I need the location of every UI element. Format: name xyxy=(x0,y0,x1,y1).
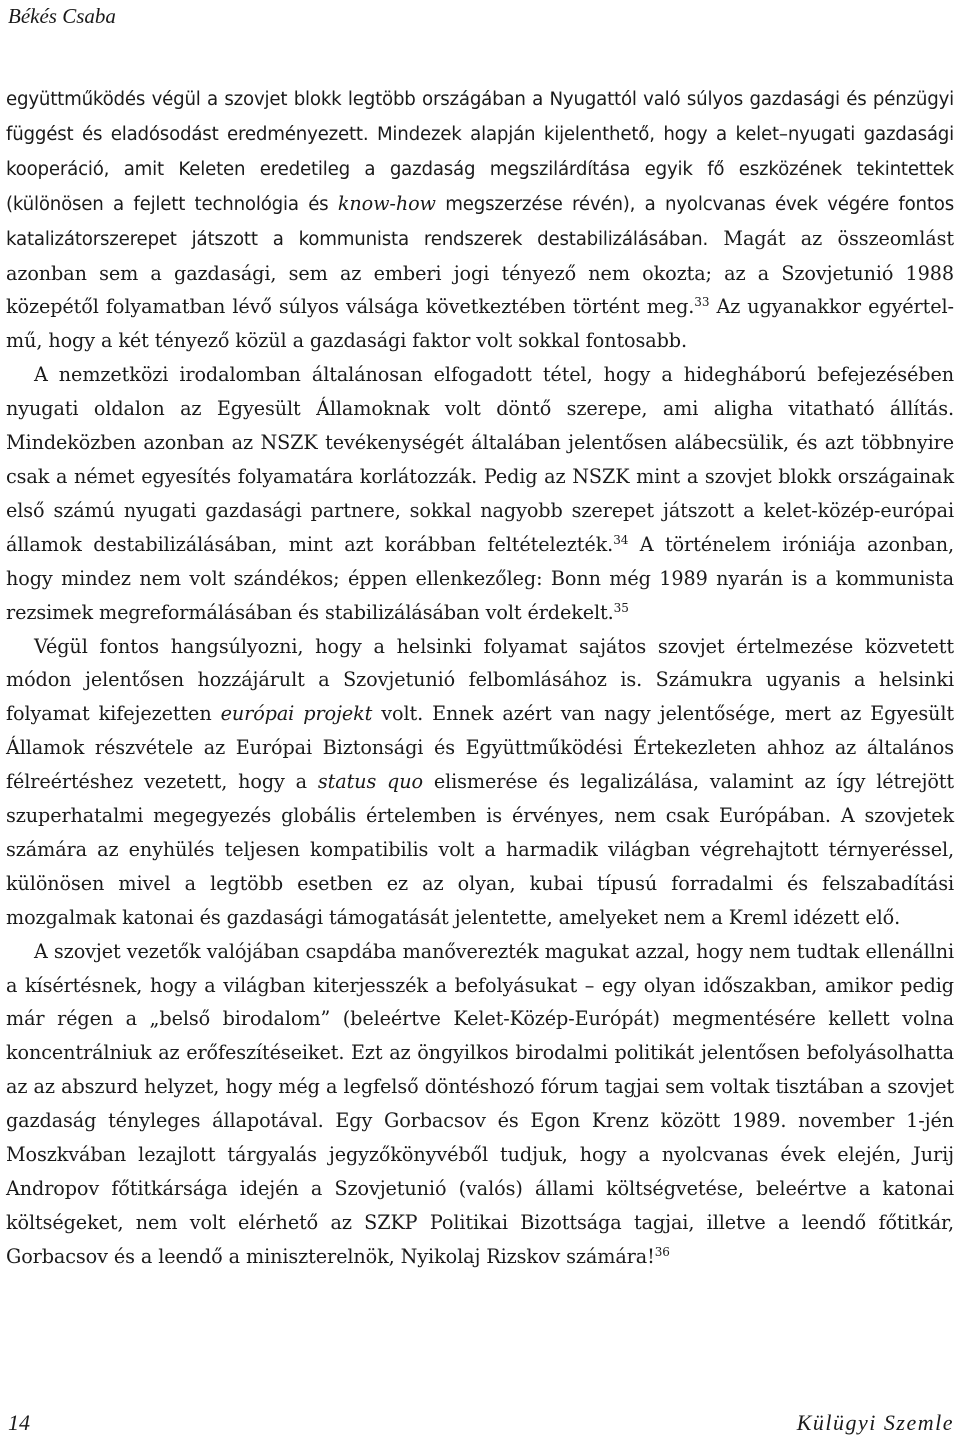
article-body xyxy=(6,82,954,1274)
paragraph-2 xyxy=(6,358,954,629)
paragraph-4 xyxy=(6,935,954,1274)
paragraph-3-italic-term: európai projekt xyxy=(220,702,373,726)
paragraph-1-italic-term: know-how xyxy=(337,191,436,215)
running-head-author: Békés Csaba xyxy=(8,4,116,28)
footnote-ref-36[interactable]: 36 xyxy=(654,1244,670,1259)
journal-title: Külügyi Szemle xyxy=(796,1410,954,1435)
paragraph-1-text-cont: megszerzése révén), a nyolcvanas évek végére fontos katalizátorszerepet játszott a kommunista rendszerek destabilizálásában. xyxy=(6,193,955,250)
paragraph-3-text-end: elismerése és legalizálása, valamint az így létrejött szuperhatalmi megegyezés globális értelemben is érvényes, nem csak Európában. A szovjetek számára az enyhülés teljesen kompatibilis volt a harmadik világban végrehajtott térnyeréssel, különösen mivel a legtöbb esetben ez az olyan, kubai típusú forradalmi és felszabadítási mozgalmak katonai és gazdasági támogatását jelentette, amelyeket nem a Kreml idézett elő. xyxy=(6,770,954,929)
paragraph-3 xyxy=(6,630,954,935)
paragraph-1-text: együttműködés végül a szovjet blokk legtöbb országában a Nyugattól való súlyos gazdasági és pénzügyi függést és eladósodást eredményezett. Mindezek alapján kijelenthető, hogy a kelet–nyugati gazdasági kooperáció, amit Keleten eredetileg a gazdaság megszilárdítása egyik fő eszközének tekintettek (különösen a fejlett technológia és xyxy=(6,89,954,215)
footnote-ref-34[interactable]: 34 xyxy=(613,532,629,547)
paragraph-1-text-serif: Magát az összeomlást azonban sem a gazdasági, sem az emberi jogi tényező nem okozta; az a Szovjetunió 1988 közepétől folyamatban lévő súlyos válsága következtében történt meg. xyxy=(6,226,954,319)
paragraph-3-text: Végül fontos hangsúlyozni, hogy a helsinki folyamat sajátos szovjet értelmezése közvetett módon jelentősen hozzájárult a Szovjetunió felbomlásához is. Számukra ugyanis a helsinki folyamat kifejezetten xyxy=(6,634,954,726)
paragraph-1-text-end: Az ugyanakkor egyértelmű, hogy a két tényező közül a gazdasági faktor volt sokkal fontosabb. xyxy=(6,295,954,353)
paragraph-1 xyxy=(6,82,954,358)
paragraph-4-text: A szovjet vezetők valójában csapdába manőverezték magukat azzal, hogy nem tudtak ellenállni a kísértésnek, hogy a világban kiterjesszék a befolyásukat – egy olyan időszakban, amikor pedig már régen a „belső birodalom” (beleértve Kelet-Közép-Európát) megmentésére kellett volna koncentrálniuk az erőfeszítéseiket. Ezt az öngyilkos birodalmi politikát jelentősen befolyásolhatta az az abszurd helyzet, hogy még a legfelső döntéshozó fórum tagjai sem voltak tisztában a szovjet gazdaság tényleges állapotával. Egy Gorbacsov és Egon Krenz között 1989. november 1-jén Moszkvában lezajlott tárgyalás jegyzőkönyvéből tudjuk, hogy a nyolcvanas évek elején, Jurij Andropov főtitkársága idején a Szovjetunió (valós) állami költségvetése, beleértve a katonai költségeket, nem volt elérhető az SZKP Politikai Bizottsága tagjai, illetve a leendő főtitkár, Gorbacsov és a leendő a miniszterelnök, Nyikolaj Rizskov számára! xyxy=(6,939,954,1268)
paragraph-3-text-cont: volt. Ennek azért van nagy jelentősége, mert az Egyesült Államok részvétele az Európai Biztonsági és Együttműködési Értekezleten ahhoz az általános félreértéshez vezetett, hogy a xyxy=(6,702,955,794)
footnote-ref-35[interactable]: 35 xyxy=(613,600,629,615)
footnote-ref-33[interactable]: 33 xyxy=(694,295,710,310)
paragraph-2-text-cont: A történelem iróniája azonban, hogy mindez nem volt szándékos; éppen ellenkezőleg: Bonn még 1989 nyarán is a kommunista rezsimek megreformálásában és stabilizálásában volt érdekelt. xyxy=(6,532,954,624)
paragraph-2-text: A nemzetközi irodalomban általánosan elfogadott tétel, hogy a hidegháború befejezésében nyugati oldalon az Egyesült Államoknak volt döntő szerepe, ami aligha vitatható állítás. Mindeközben azonban az NSZK tevékenységét általában jelentősen alábecsülik, és azt többnyire csak a német egyesítés folyamatára korlátozzák. Pedig az NSZK mint a szovjet blokk országainak első számú nyugati gazdasági partnere, sokkal nagyobb szerepet játszott a kelet-közép-európai államok destabilizálásában, mint azt korábban feltételezték. xyxy=(6,363,954,556)
paragraph-3-italic-status-quo: status quo xyxy=(317,770,423,794)
page-number: 14 xyxy=(8,1410,30,1435)
